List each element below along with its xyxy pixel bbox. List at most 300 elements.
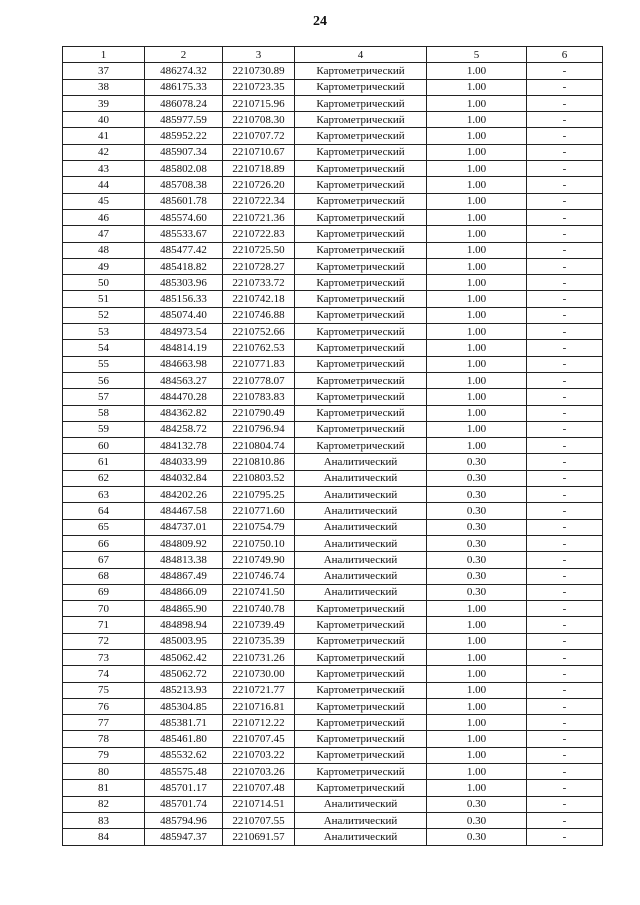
y-coordinate-cell: 2210741.50: [223, 584, 295, 600]
x-coordinate-cell: 484467.58: [145, 503, 223, 519]
point-number-cell: 65: [63, 519, 145, 535]
table-row: [63, 242, 603, 258]
note-cell: -: [527, 389, 603, 405]
x-coordinate-cell: 485003.95: [145, 633, 223, 649]
point-number-cell: 70: [63, 601, 145, 617]
accuracy-cell: 1.00: [427, 780, 527, 796]
y-coordinate-cell: 2210733.72: [223, 275, 295, 291]
point-number-cell: 66: [63, 535, 145, 551]
accuracy-cell: 1.00: [427, 356, 527, 372]
x-coordinate-cell: 486274.32: [145, 63, 223, 79]
accuracy-cell: 1.00: [427, 242, 527, 258]
note-cell: -: [527, 780, 603, 796]
note-cell: -: [527, 307, 603, 323]
point-number-cell: 77: [63, 715, 145, 731]
point-number-cell: 56: [63, 372, 145, 388]
y-coordinate-cell: 2210691.57: [223, 829, 295, 845]
accuracy-cell: 1.00: [427, 340, 527, 356]
table-row: [63, 617, 603, 633]
accuracy-cell: 0.30: [427, 454, 527, 470]
y-coordinate-cell: 2210803.52: [223, 470, 295, 486]
accuracy-cell: 1.00: [427, 715, 527, 731]
point-number-cell: 43: [63, 161, 145, 177]
accuracy-cell: 1.00: [427, 682, 527, 698]
point-number-cell: 68: [63, 568, 145, 584]
table-row: [63, 698, 603, 714]
y-coordinate-cell: 2210710.67: [223, 144, 295, 160]
table-row: [63, 666, 603, 682]
accuracy-cell: 1.00: [427, 193, 527, 209]
y-coordinate-cell: 2210722.34: [223, 193, 295, 209]
point-number-cell: 61: [63, 454, 145, 470]
point-number-cell: 37: [63, 63, 145, 79]
accuracy-cell: 1.00: [427, 389, 527, 405]
y-coordinate-cell: 2210730.00: [223, 666, 295, 682]
x-coordinate-cell: 485418.82: [145, 258, 223, 274]
point-number-cell: 39: [63, 95, 145, 111]
column-header: 4: [295, 47, 427, 63]
point-number-cell: 82: [63, 796, 145, 812]
note-cell: -: [527, 128, 603, 144]
accuracy-cell: 1.00: [427, 617, 527, 633]
table-row: [63, 324, 603, 340]
method-cell: Картометрический: [295, 405, 427, 421]
accuracy-cell: 0.30: [427, 568, 527, 584]
x-coordinate-cell: 484737.01: [145, 519, 223, 535]
note-cell: -: [527, 63, 603, 79]
x-coordinate-cell: 485708.38: [145, 177, 223, 193]
note-cell: -: [527, 405, 603, 421]
accuracy-cell: 1.00: [427, 731, 527, 747]
x-coordinate-cell: 485701.17: [145, 780, 223, 796]
x-coordinate-cell: 485062.72: [145, 666, 223, 682]
y-coordinate-cell: 2210718.89: [223, 161, 295, 177]
point-number-cell: 84: [63, 829, 145, 845]
x-coordinate-cell: 486078.24: [145, 95, 223, 111]
x-coordinate-cell: 484258.72: [145, 421, 223, 437]
point-number-cell: 58: [63, 405, 145, 421]
y-coordinate-cell: 2210750.10: [223, 535, 295, 551]
method-cell: Картометрический: [295, 128, 427, 144]
table-row: [63, 209, 603, 225]
y-coordinate-cell: 2210783.83: [223, 389, 295, 405]
y-coordinate-cell: 2210712.22: [223, 715, 295, 731]
note-cell: -: [527, 519, 603, 535]
point-number-cell: 80: [63, 764, 145, 780]
y-coordinate-cell: 2210740.78: [223, 601, 295, 617]
note-cell: -: [527, 193, 603, 209]
accuracy-cell: 1.00: [427, 649, 527, 665]
point-number-cell: 69: [63, 584, 145, 600]
accuracy-cell: 0.30: [427, 829, 527, 845]
x-coordinate-cell: 485532.62: [145, 747, 223, 763]
note-cell: -: [527, 698, 603, 714]
column-header: 2: [145, 47, 223, 63]
note-cell: -: [527, 731, 603, 747]
note-cell: -: [527, 649, 603, 665]
x-coordinate-cell: 484470.28: [145, 389, 223, 405]
accuracy-cell: 1.00: [427, 633, 527, 649]
x-coordinate-cell: 485574.60: [145, 209, 223, 225]
point-number-cell: 59: [63, 421, 145, 437]
table-row: [63, 535, 603, 551]
method-cell: Аналитический: [295, 503, 427, 519]
method-cell: Аналитический: [295, 470, 427, 486]
table-row: [63, 275, 603, 291]
point-number-cell: 54: [63, 340, 145, 356]
table-body: [63, 63, 603, 845]
note-cell: -: [527, 584, 603, 600]
point-number-cell: 60: [63, 438, 145, 454]
x-coordinate-cell: 484663.98: [145, 356, 223, 372]
y-coordinate-cell: 2210721.77: [223, 682, 295, 698]
point-number-cell: 49: [63, 258, 145, 274]
x-coordinate-cell: 484563.27: [145, 372, 223, 388]
y-coordinate-cell: 2210731.26: [223, 649, 295, 665]
x-coordinate-cell: 485303.96: [145, 275, 223, 291]
method-cell: Картометрический: [295, 324, 427, 340]
method-cell: Картометрический: [295, 275, 427, 291]
note-cell: -: [527, 470, 603, 486]
table-row: [63, 503, 603, 519]
note-cell: -: [527, 226, 603, 242]
y-coordinate-cell: 2210771.83: [223, 356, 295, 372]
point-number-cell: 53: [63, 324, 145, 340]
y-coordinate-cell: 2210746.74: [223, 568, 295, 584]
method-cell: Картометрический: [295, 63, 427, 79]
table-row: [63, 63, 603, 79]
y-coordinate-cell: 2210707.45: [223, 731, 295, 747]
y-coordinate-cell: 2210714.51: [223, 796, 295, 812]
accuracy-cell: 1.00: [427, 275, 527, 291]
note-cell: -: [527, 715, 603, 731]
y-coordinate-cell: 2210707.55: [223, 812, 295, 828]
method-cell: Картометрический: [295, 356, 427, 372]
table-row: [63, 829, 603, 845]
method-cell: Картометрический: [295, 438, 427, 454]
y-coordinate-cell: 2210707.72: [223, 128, 295, 144]
method-cell: Картометрический: [295, 682, 427, 698]
y-coordinate-cell: 2210742.18: [223, 291, 295, 307]
table-row: [63, 340, 603, 356]
x-coordinate-cell: 484132.78: [145, 438, 223, 454]
method-cell: Аналитический: [295, 796, 427, 812]
y-coordinate-cell: 2210728.27: [223, 258, 295, 274]
note-cell: -: [527, 568, 603, 584]
method-cell: Картометрический: [295, 698, 427, 714]
y-coordinate-cell: 2210810.86: [223, 454, 295, 470]
note-cell: -: [527, 209, 603, 225]
x-coordinate-cell: 485381.71: [145, 715, 223, 731]
x-coordinate-cell: 484033.99: [145, 454, 223, 470]
y-coordinate-cell: 2210707.48: [223, 780, 295, 796]
x-coordinate-cell: 484362.82: [145, 405, 223, 421]
x-coordinate-cell: 485477.42: [145, 242, 223, 258]
point-number-cell: 78: [63, 731, 145, 747]
point-number-cell: 73: [63, 649, 145, 665]
y-coordinate-cell: 2210795.25: [223, 487, 295, 503]
method-cell: Картометрический: [295, 193, 427, 209]
x-coordinate-cell: 485947.37: [145, 829, 223, 845]
point-number-cell: 62: [63, 470, 145, 486]
point-number-cell: 79: [63, 747, 145, 763]
x-coordinate-cell: 485601.78: [145, 193, 223, 209]
table-row: [63, 161, 603, 177]
table-row: [63, 405, 603, 421]
accuracy-cell: 0.30: [427, 470, 527, 486]
method-cell: Картометрический: [295, 144, 427, 160]
table-row: [63, 95, 603, 111]
column-header: 5: [427, 47, 527, 63]
point-number-cell: 63: [63, 487, 145, 503]
table-row: [63, 682, 603, 698]
table-row: [63, 128, 603, 144]
point-number-cell: 55: [63, 356, 145, 372]
x-coordinate-cell: 484032.84: [145, 470, 223, 486]
y-coordinate-cell: 2210752.66: [223, 324, 295, 340]
accuracy-cell: 1.00: [427, 258, 527, 274]
method-cell: Картометрический: [295, 79, 427, 95]
x-coordinate-cell: 485802.08: [145, 161, 223, 177]
note-cell: -: [527, 324, 603, 340]
y-coordinate-cell: 2210723.35: [223, 79, 295, 95]
point-number-cell: 42: [63, 144, 145, 160]
method-cell: Картометрический: [295, 666, 427, 682]
page-number: 24: [313, 14, 327, 29]
accuracy-cell: 1.00: [427, 177, 527, 193]
method-cell: Картометрический: [295, 307, 427, 323]
accuracy-cell: 1.00: [427, 63, 527, 79]
table-row: [63, 747, 603, 763]
table-row: [63, 568, 603, 584]
y-coordinate-cell: 2210708.30: [223, 112, 295, 128]
note-cell: -: [527, 666, 603, 682]
method-cell: Аналитический: [295, 584, 427, 600]
y-coordinate-cell: 2210721.36: [223, 209, 295, 225]
note-cell: -: [527, 812, 603, 828]
note-cell: -: [527, 438, 603, 454]
accuracy-cell: 1.00: [427, 438, 527, 454]
note-cell: -: [527, 356, 603, 372]
note-cell: -: [527, 340, 603, 356]
point-number-cell: 71: [63, 617, 145, 633]
column-header: 3: [223, 47, 295, 63]
x-coordinate-cell: 485213.93: [145, 682, 223, 698]
table-row: [63, 112, 603, 128]
accuracy-cell: 1.00: [427, 421, 527, 437]
note-cell: -: [527, 242, 603, 258]
method-cell: Картометрический: [295, 747, 427, 763]
accuracy-cell: 1.00: [427, 372, 527, 388]
accuracy-cell: 1.00: [427, 161, 527, 177]
accuracy-cell: 1.00: [427, 601, 527, 617]
point-number-cell: 46: [63, 209, 145, 225]
table-row: [63, 764, 603, 780]
note-cell: -: [527, 747, 603, 763]
note-cell: -: [527, 633, 603, 649]
table-row: [63, 780, 603, 796]
accuracy-cell: 1.00: [427, 144, 527, 160]
x-coordinate-cell: 484866.09: [145, 584, 223, 600]
table-row: [63, 731, 603, 747]
accuracy-cell: 1.00: [427, 95, 527, 111]
method-cell: Аналитический: [295, 535, 427, 551]
method-cell: Картометрический: [295, 617, 427, 633]
y-coordinate-cell: 2210715.96: [223, 95, 295, 111]
y-coordinate-cell: 2210725.50: [223, 242, 295, 258]
accuracy-cell: 1.00: [427, 747, 527, 763]
method-cell: Картометрический: [295, 242, 427, 258]
note-cell: -: [527, 372, 603, 388]
x-coordinate-cell: 484973.54: [145, 324, 223, 340]
note-cell: -: [527, 177, 603, 193]
x-coordinate-cell: 485575.48: [145, 764, 223, 780]
x-coordinate-cell: 485907.34: [145, 144, 223, 160]
accuracy-cell: 0.30: [427, 503, 527, 519]
method-cell: Аналитический: [295, 552, 427, 568]
x-coordinate-cell: 485062.42: [145, 649, 223, 665]
column-header: 1: [63, 47, 145, 63]
method-cell: Аналитический: [295, 519, 427, 535]
table-row: [63, 356, 603, 372]
accuracy-cell: 1.00: [427, 112, 527, 128]
note-cell: -: [527, 487, 603, 503]
table-row: [63, 177, 603, 193]
point-number-cell: 67: [63, 552, 145, 568]
y-coordinate-cell: 2210746.88: [223, 307, 295, 323]
accuracy-cell: 1.00: [427, 324, 527, 340]
method-cell: Картометрический: [295, 372, 427, 388]
table-row: [63, 372, 603, 388]
point-number-cell: 41: [63, 128, 145, 144]
note-cell: -: [527, 617, 603, 633]
x-coordinate-cell: 485794.96: [145, 812, 223, 828]
y-coordinate-cell: 2210804.74: [223, 438, 295, 454]
method-cell: Картометрический: [295, 421, 427, 437]
y-coordinate-cell: 2210754.79: [223, 519, 295, 535]
x-coordinate-cell: 485304.85: [145, 698, 223, 714]
accuracy-cell: 0.30: [427, 552, 527, 568]
accuracy-cell: 1.00: [427, 764, 527, 780]
table-header-row: [63, 47, 603, 63]
method-cell: Картометрический: [295, 161, 427, 177]
note-cell: -: [527, 291, 603, 307]
x-coordinate-cell: 484813.38: [145, 552, 223, 568]
accuracy-cell: 0.30: [427, 519, 527, 535]
method-cell: Картометрический: [295, 601, 427, 617]
method-cell: Аналитический: [295, 454, 427, 470]
method-cell: Картометрический: [295, 731, 427, 747]
x-coordinate-cell: 485701.74: [145, 796, 223, 812]
y-coordinate-cell: 2210735.39: [223, 633, 295, 649]
method-cell: Аналитический: [295, 568, 427, 584]
note-cell: -: [527, 764, 603, 780]
method-cell: Картометрический: [295, 258, 427, 274]
method-cell: Картометрический: [295, 177, 427, 193]
x-coordinate-cell: 485156.33: [145, 291, 223, 307]
point-number-cell: 75: [63, 682, 145, 698]
table-row: [63, 226, 603, 242]
point-number-cell: 51: [63, 291, 145, 307]
y-coordinate-cell: 2210703.22: [223, 747, 295, 763]
table-row: [63, 144, 603, 160]
point-number-cell: 44: [63, 177, 145, 193]
table-row: [63, 258, 603, 274]
table-row: [63, 389, 603, 405]
table-row: [63, 601, 603, 617]
accuracy-cell: 0.30: [427, 535, 527, 551]
y-coordinate-cell: 2210762.53: [223, 340, 295, 356]
method-cell: Картометрический: [295, 291, 427, 307]
coordinates-table: [62, 46, 603, 846]
point-number-cell: 57: [63, 389, 145, 405]
method-cell: Картометрический: [295, 780, 427, 796]
x-coordinate-cell: 485977.59: [145, 112, 223, 128]
x-coordinate-cell: 485074.40: [145, 307, 223, 323]
method-cell: Аналитический: [295, 829, 427, 845]
accuracy-cell: 1.00: [427, 128, 527, 144]
table-row: [63, 633, 603, 649]
x-coordinate-cell: 484814.19: [145, 340, 223, 356]
x-coordinate-cell: 485533.67: [145, 226, 223, 242]
method-cell: Картометрический: [295, 340, 427, 356]
table-row: [63, 715, 603, 731]
point-number-cell: 45: [63, 193, 145, 209]
table-row: [63, 584, 603, 600]
table-row: [63, 470, 603, 486]
y-coordinate-cell: 2210716.81: [223, 698, 295, 714]
accuracy-cell: 1.00: [427, 698, 527, 714]
note-cell: -: [527, 682, 603, 698]
accuracy-cell: 1.00: [427, 666, 527, 682]
x-coordinate-cell: 484898.94: [145, 617, 223, 633]
accuracy-cell: 1.00: [427, 291, 527, 307]
table-row: [63, 812, 603, 828]
table-row: [63, 421, 603, 437]
point-number-cell: 40: [63, 112, 145, 128]
table-row: [63, 454, 603, 470]
table-row: [63, 291, 603, 307]
note-cell: -: [527, 535, 603, 551]
point-number-cell: 76: [63, 698, 145, 714]
note-cell: -: [527, 112, 603, 128]
point-number-cell: 50: [63, 275, 145, 291]
method-cell: Картометрический: [295, 95, 427, 111]
y-coordinate-cell: 2210790.49: [223, 405, 295, 421]
point-number-cell: 38: [63, 79, 145, 95]
method-cell: Аналитический: [295, 812, 427, 828]
y-coordinate-cell: 2210778.07: [223, 372, 295, 388]
table-row: [63, 552, 603, 568]
note-cell: -: [527, 79, 603, 95]
method-cell: Аналитический: [295, 487, 427, 503]
accuracy-cell: 1.00: [427, 209, 527, 225]
method-cell: Картометрический: [295, 715, 427, 731]
note-cell: -: [527, 275, 603, 291]
x-coordinate-cell: 485461.80: [145, 731, 223, 747]
note-cell: -: [527, 421, 603, 437]
table-row: [63, 649, 603, 665]
y-coordinate-cell: 2210726.20: [223, 177, 295, 193]
y-coordinate-cell: 2210739.49: [223, 617, 295, 633]
point-number-cell: 74: [63, 666, 145, 682]
accuracy-cell: 0.30: [427, 812, 527, 828]
note-cell: -: [527, 552, 603, 568]
point-number-cell: 83: [63, 812, 145, 828]
x-coordinate-cell: 486175.33: [145, 79, 223, 95]
method-cell: Картометрический: [295, 226, 427, 242]
table-row: [63, 796, 603, 812]
